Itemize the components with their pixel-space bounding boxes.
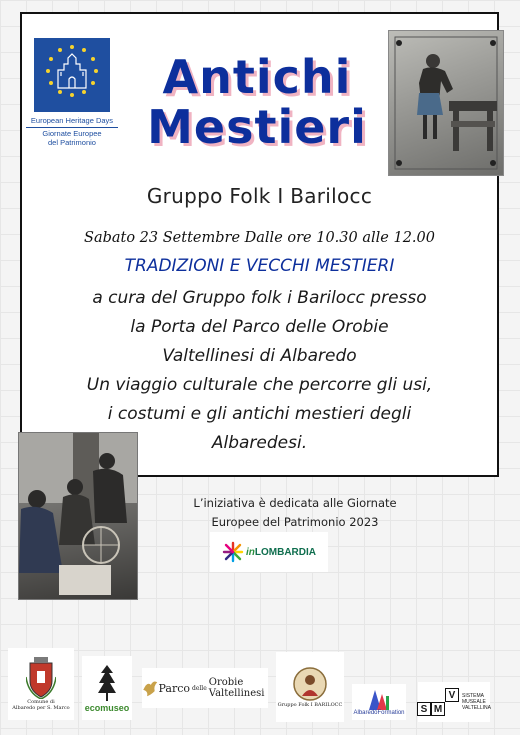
barilocc-label: Gruppo Folk I BARILOCC <box>277 702 343 708</box>
comune-logo <box>8 648 74 720</box>
albaredo-formation-label: AlbaredoFormation <box>353 710 405 716</box>
smv-label: SISTEMA MUSEALE VALTELLINA <box>462 693 491 711</box>
poster-title <box>122 52 392 152</box>
inlombardia-prefix: in <box>246 546 255 558</box>
craft-photo-top <box>388 30 504 176</box>
albaredo-formation-logo <box>352 684 406 720</box>
parco-label-a: Parco <box>158 681 190 695</box>
description-line: a cura del Gruppo folk i Barilocc presso <box>92 288 427 308</box>
ecomuseo-logo <box>82 656 132 720</box>
organizer-name: Gruppo Folk I Barilocc <box>146 184 373 208</box>
eu-caption-line2: Giornate Europee <box>42 129 102 138</box>
description-line: Albaredesi. <box>211 433 308 453</box>
inlombardia-name: LOMBARDIA <box>254 546 316 558</box>
heritage-days-note <box>150 494 440 532</box>
description-line: i costumi e gli antichi mestieri degli <box>107 404 412 424</box>
smv-logo <box>418 682 490 722</box>
smv-letter-s: S <box>417 702 431 716</box>
event-date: Sabato 23 Settembre Dalle ore 10.30 alle 12.00 <box>84 230 435 246</box>
event-subtitle: TRADIZIONI E VECCHI MESTIERI <box>124 256 395 276</box>
woman-at-loom-illustration <box>389 31 503 175</box>
women-spinning-illustration <box>19 433 137 599</box>
smv-grid <box>417 688 459 716</box>
poster-card <box>20 12 499 477</box>
description-line: la Porta del Parco delle Orobie <box>130 317 389 337</box>
note-line1: L’iniziativa è dedicata alle Giornate <box>193 496 397 510</box>
ecomuseo-tree-icon <box>97 663 117 703</box>
parco-orobie-logo <box>142 668 268 708</box>
women-spinning-photo <box>18 432 138 600</box>
smv-letter-v: V <box>445 688 459 702</box>
coat-of-arms-icon <box>26 657 56 699</box>
eu-caption-line1: European Heritage Days <box>26 116 118 128</box>
barilocc-logo <box>276 652 344 722</box>
ecomuseo-label: ecomuseo <box>84 703 130 713</box>
eu-caption <box>26 116 118 147</box>
sponsor-logos <box>0 648 520 728</box>
title-line2: Mestieri <box>147 100 367 154</box>
eu-caption-line3: del Patrimonio <box>48 138 96 147</box>
note-line2: Europee del Patrimonio 2023 <box>211 515 379 529</box>
european-heritage-days-logo <box>34 38 110 112</box>
eu-stars-castle-icon <box>34 38 110 112</box>
eagle-icon <box>142 673 158 703</box>
description-line: Un viaggio culturale che percorre gli usi, <box>86 375 433 395</box>
description-line: Valtellinesi di Albaredo <box>162 346 357 366</box>
comune-label: Comune di Albaredo per S. Marco <box>12 699 70 711</box>
barilocc-emblem-icon <box>293 666 327 702</box>
smv-letter-m: M <box>431 702 445 716</box>
parco-label-b: delle <box>192 684 207 692</box>
parco-label-c: Orobie Valtellinesi <box>208 677 265 699</box>
inlombardia-logo <box>210 532 328 572</box>
albaredo-triangles-icon <box>367 688 391 710</box>
inlombardia-burst-icon <box>222 541 244 563</box>
title-line1: Antichi <box>162 50 352 104</box>
